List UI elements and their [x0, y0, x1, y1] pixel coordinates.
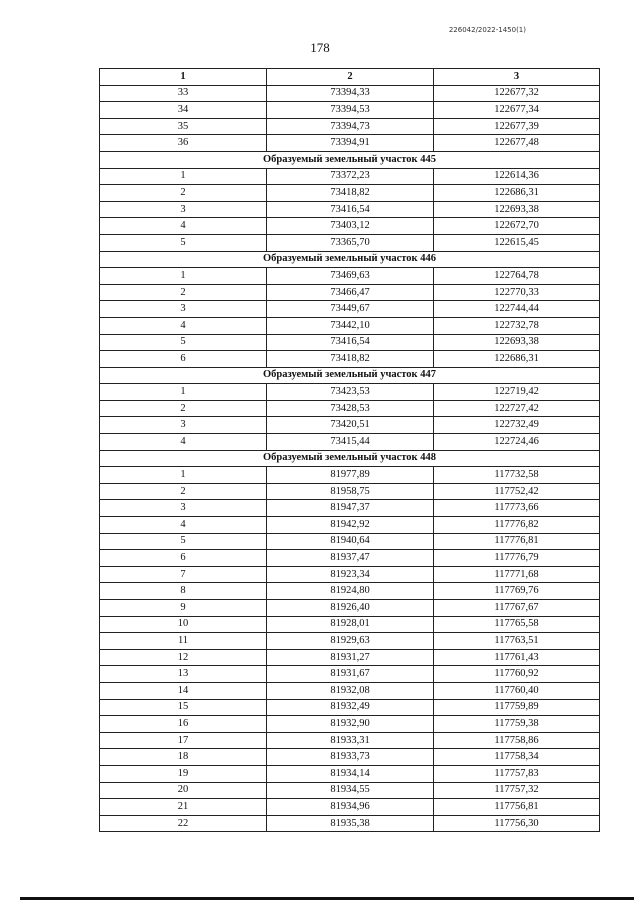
y-coordinate-cell: 122677,48	[434, 135, 600, 152]
table-row	[100, 467, 600, 484]
table-row	[100, 799, 600, 816]
y-coordinate-cell: 122764,78	[434, 268, 600, 285]
point-number-cell: 3	[100, 201, 267, 218]
point-number-cell: 21	[100, 799, 267, 816]
table-row	[100, 732, 600, 749]
x-coordinate-cell: 81933,31	[267, 732, 434, 749]
section-header-row	[100, 251, 600, 268]
table-row	[100, 483, 600, 500]
y-coordinate-cell: 117732,58	[434, 467, 600, 484]
x-coordinate-cell: 81933,73	[267, 749, 434, 766]
x-coordinate-cell: 81934,14	[267, 765, 434, 782]
x-coordinate-cell: 81923,34	[267, 566, 434, 583]
y-coordinate-cell: 122727,42	[434, 400, 600, 417]
point-number-cell: 1	[100, 268, 267, 285]
y-coordinate-cell: 122732,49	[434, 417, 600, 434]
y-coordinate-cell: 122615,45	[434, 234, 600, 251]
x-coordinate-cell: 81958,75	[267, 483, 434, 500]
point-number-cell: 3	[100, 417, 267, 434]
page-number: 178	[310, 40, 330, 55]
section-header-row	[100, 151, 600, 168]
point-number-cell: 15	[100, 699, 267, 716]
point-number-cell: 3	[100, 301, 267, 318]
page-bottom-rule	[20, 897, 634, 900]
x-coordinate-cell: 73415,44	[267, 434, 434, 451]
column-header-x-coordinate: 2	[267, 69, 434, 86]
x-coordinate-cell: 73449,67	[267, 301, 434, 318]
y-coordinate-cell: 122732,78	[434, 317, 600, 334]
y-coordinate-cell: 122614,36	[434, 168, 600, 185]
x-coordinate-cell: 73416,54	[267, 334, 434, 351]
point-number-cell: 1	[100, 384, 267, 401]
table-body	[100, 85, 600, 832]
y-coordinate-cell: 117763,51	[434, 633, 600, 650]
x-coordinate-cell: 81932,49	[267, 699, 434, 716]
y-coordinate-cell: 117757,32	[434, 782, 600, 799]
y-coordinate-cell: 117760,92	[434, 666, 600, 683]
table-row	[100, 782, 600, 799]
point-number-cell: 4	[100, 218, 267, 235]
x-coordinate-cell: 73420,51	[267, 417, 434, 434]
point-number-cell: 4	[100, 317, 267, 334]
x-coordinate-cell: 73418,82	[267, 351, 434, 368]
y-coordinate-cell: 122677,32	[434, 85, 600, 102]
table-row	[100, 699, 600, 716]
x-coordinate-cell: 81931,67	[267, 666, 434, 683]
table-row	[100, 118, 600, 135]
section-header-row	[100, 367, 600, 384]
y-coordinate-cell: 117776,82	[434, 517, 600, 534]
column-header-y-coordinate: 3	[434, 69, 600, 86]
x-coordinate-cell: 81947,37	[267, 500, 434, 517]
point-number-cell: 1	[100, 168, 267, 185]
table-row	[100, 168, 600, 185]
point-number-cell: 8	[100, 583, 267, 600]
y-coordinate-cell: 122693,38	[434, 201, 600, 218]
table-row	[100, 185, 600, 202]
y-coordinate-cell: 117759,38	[434, 716, 600, 733]
x-coordinate-cell: 81928,01	[267, 616, 434, 633]
point-number-cell: 7	[100, 566, 267, 583]
table-row	[100, 566, 600, 583]
y-coordinate-cell: 122677,34	[434, 102, 600, 119]
table-row	[100, 633, 600, 650]
y-coordinate-cell: 117776,81	[434, 533, 600, 550]
x-coordinate-cell: 81932,90	[267, 716, 434, 733]
table-row	[100, 135, 600, 152]
section-title: Образуемый земельный участок 448	[100, 450, 600, 467]
x-coordinate-cell: 73428,53	[267, 400, 434, 417]
point-number-cell: 12	[100, 649, 267, 666]
x-coordinate-cell: 81934,55	[267, 782, 434, 799]
table-row	[100, 682, 600, 699]
table-row	[100, 649, 600, 666]
point-number-cell: 4	[100, 517, 267, 534]
x-coordinate-cell: 73394,33	[267, 85, 434, 102]
table-row	[100, 583, 600, 600]
point-number-cell: 22	[100, 815, 267, 832]
column-header-point-number: 1	[100, 69, 267, 86]
table-row	[100, 749, 600, 766]
table-row	[100, 234, 600, 251]
y-coordinate-cell: 117769,76	[434, 583, 600, 600]
x-coordinate-cell: 73394,73	[267, 118, 434, 135]
x-coordinate-cell: 81935,38	[267, 815, 434, 832]
y-coordinate-cell: 117773,66	[434, 500, 600, 517]
point-number-cell: 9	[100, 600, 267, 617]
table-row	[100, 434, 600, 451]
section-header-row	[100, 450, 600, 467]
x-coordinate-cell: 73416,54	[267, 201, 434, 218]
x-coordinate-cell: 81926,40	[267, 600, 434, 617]
y-coordinate-cell: 117752,42	[434, 483, 600, 500]
table-row	[100, 384, 600, 401]
point-number-cell: 2	[100, 185, 267, 202]
table-row	[100, 500, 600, 517]
y-coordinate-cell: 122693,38	[434, 334, 600, 351]
table-row	[100, 517, 600, 534]
y-coordinate-cell: 117756,81	[434, 799, 600, 816]
y-coordinate-cell: 117771,68	[434, 566, 600, 583]
y-coordinate-cell: 117765,58	[434, 616, 600, 633]
x-coordinate-cell: 81934,96	[267, 799, 434, 816]
point-number-cell: 2	[100, 483, 267, 500]
y-coordinate-cell: 122719,42	[434, 384, 600, 401]
x-coordinate-cell: 81977,89	[267, 467, 434, 484]
x-coordinate-cell: 81924,80	[267, 583, 434, 600]
table-row	[100, 815, 600, 832]
table-row	[100, 317, 600, 334]
table-row	[100, 268, 600, 285]
x-coordinate-cell: 73365,70	[267, 234, 434, 251]
table-row	[100, 284, 600, 301]
document-registration-number: 226042/2022-1450(1)	[448, 26, 526, 34]
table-row	[100, 666, 600, 683]
y-coordinate-cell: 117758,34	[434, 749, 600, 766]
y-coordinate-cell: 117759,89	[434, 699, 600, 716]
point-number-cell: 20	[100, 782, 267, 799]
point-number-cell: 11	[100, 633, 267, 650]
coordinates-table	[99, 68, 600, 832]
section-title: Образуемый земельный участок 446	[100, 251, 600, 268]
point-number-cell: 17	[100, 732, 267, 749]
y-coordinate-cell: 117758,86	[434, 732, 600, 749]
point-number-cell: 5	[100, 234, 267, 251]
x-coordinate-cell: 73442,10	[267, 317, 434, 334]
table-row	[100, 765, 600, 782]
point-number-cell: 2	[100, 400, 267, 417]
y-coordinate-cell: 117767,67	[434, 600, 600, 617]
y-coordinate-cell: 122744,44	[434, 301, 600, 318]
point-number-cell: 4	[100, 434, 267, 451]
table-row	[100, 600, 600, 617]
table-row	[100, 85, 600, 102]
x-coordinate-cell: 73466,47	[267, 284, 434, 301]
point-number-cell: 3	[100, 500, 267, 517]
point-number-cell: 36	[100, 135, 267, 152]
y-coordinate-cell: 117757,83	[434, 765, 600, 782]
y-coordinate-cell: 122677,39	[434, 118, 600, 135]
x-coordinate-cell: 73403,12	[267, 218, 434, 235]
table-row	[100, 716, 600, 733]
y-coordinate-cell: 122686,31	[434, 185, 600, 202]
table-row	[100, 301, 600, 318]
x-coordinate-cell: 81929,63	[267, 633, 434, 650]
table-row	[100, 102, 600, 119]
x-coordinate-cell: 73418,82	[267, 185, 434, 202]
point-number-cell: 5	[100, 533, 267, 550]
table-row	[100, 550, 600, 567]
y-coordinate-cell: 117756,30	[434, 815, 600, 832]
y-coordinate-cell: 122724,46	[434, 434, 600, 451]
x-coordinate-cell: 81931,27	[267, 649, 434, 666]
y-coordinate-cell: 122686,31	[434, 351, 600, 368]
point-number-cell: 6	[100, 550, 267, 567]
point-number-cell: 33	[100, 85, 267, 102]
table-row	[100, 533, 600, 550]
point-number-cell: 5	[100, 334, 267, 351]
point-number-cell: 13	[100, 666, 267, 683]
point-number-cell: 6	[100, 351, 267, 368]
point-number-cell: 2	[100, 284, 267, 301]
x-coordinate-cell: 73372,23	[267, 168, 434, 185]
point-number-cell: 18	[100, 749, 267, 766]
table-row	[100, 400, 600, 417]
x-coordinate-cell: 73394,91	[267, 135, 434, 152]
y-coordinate-cell: 122770,33	[434, 284, 600, 301]
section-title: Образуемый земельный участок 445	[100, 151, 600, 168]
y-coordinate-cell: 122672,70	[434, 218, 600, 235]
point-number-cell: 16	[100, 716, 267, 733]
point-number-cell: 34	[100, 102, 267, 119]
table-header-row	[100, 69, 600, 86]
table-row	[100, 201, 600, 218]
table-row	[100, 218, 600, 235]
y-coordinate-cell: 117760,40	[434, 682, 600, 699]
point-number-cell: 19	[100, 765, 267, 782]
table-row	[100, 334, 600, 351]
point-number-cell: 10	[100, 616, 267, 633]
x-coordinate-cell: 81937,47	[267, 550, 434, 567]
section-title: Образуемый земельный участок 447	[100, 367, 600, 384]
y-coordinate-cell: 117761,43	[434, 649, 600, 666]
y-coordinate-cell: 117776,79	[434, 550, 600, 567]
table-row	[100, 616, 600, 633]
table-row	[100, 351, 600, 368]
x-coordinate-cell: 73423,53	[267, 384, 434, 401]
x-coordinate-cell: 81932,08	[267, 682, 434, 699]
point-number-cell: 35	[100, 118, 267, 135]
x-coordinate-cell: 81940,64	[267, 533, 434, 550]
x-coordinate-cell: 73394,53	[267, 102, 434, 119]
point-number-cell: 1	[100, 467, 267, 484]
table-row	[100, 417, 600, 434]
point-number-cell: 14	[100, 682, 267, 699]
x-coordinate-cell: 81942,92	[267, 517, 434, 534]
x-coordinate-cell: 73469,63	[267, 268, 434, 285]
